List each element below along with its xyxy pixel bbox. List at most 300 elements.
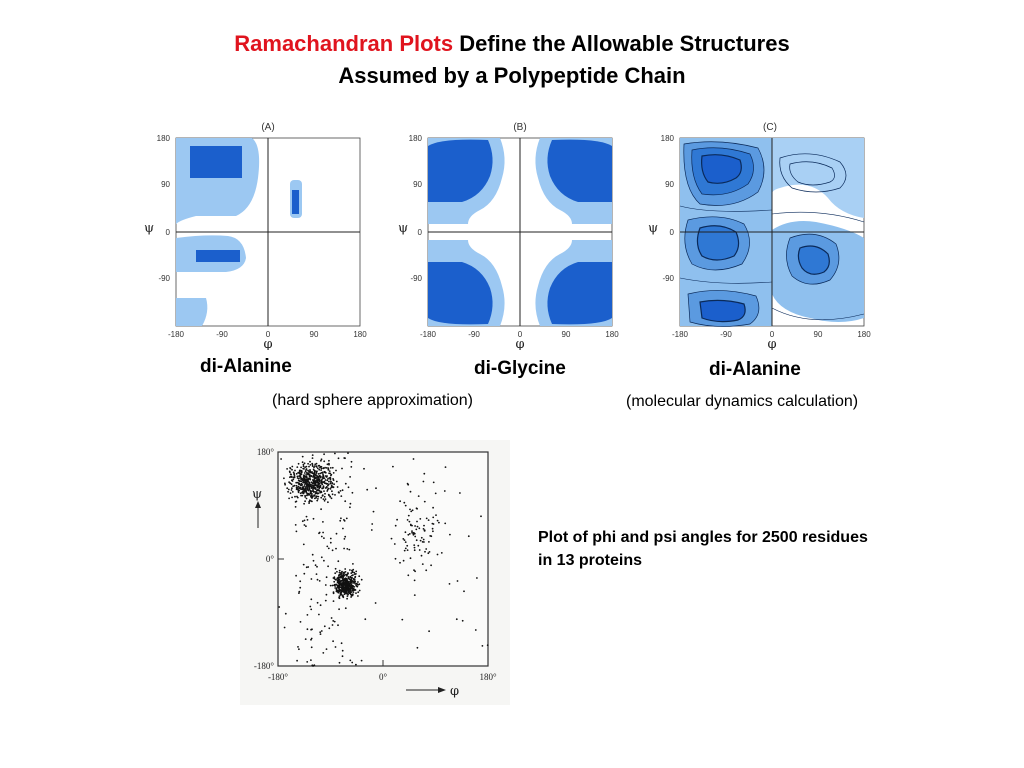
scatter-point — [339, 570, 341, 572]
scatter-point — [344, 538, 346, 540]
scatter-point — [321, 484, 323, 486]
scatter-point — [340, 577, 342, 579]
scatter-point — [330, 538, 332, 540]
scatter-point — [322, 652, 324, 654]
scatter-point — [348, 549, 350, 551]
scatter-point — [316, 573, 318, 575]
scatter-point — [290, 473, 292, 475]
scatter-point — [303, 564, 305, 566]
scatter-point — [342, 528, 344, 530]
scatter-point — [300, 487, 302, 489]
scatter-point — [338, 592, 340, 594]
scatter-point — [373, 511, 375, 513]
scatter-point — [310, 659, 312, 661]
y-tick: 180° — [256, 447, 274, 457]
scatter-point — [345, 483, 347, 485]
scatter-point — [303, 474, 305, 476]
scatter-point — [328, 463, 330, 465]
y-tick: -90 — [410, 274, 422, 283]
scatter-point — [313, 479, 315, 481]
scatter-point — [292, 478, 294, 480]
scatter-point — [433, 523, 435, 525]
scatter-point — [349, 569, 351, 571]
scatter-point — [313, 560, 315, 562]
scatter-point — [355, 664, 357, 666]
scatter-point — [307, 519, 309, 521]
scatter-point — [325, 584, 327, 586]
scatter-point — [344, 586, 346, 588]
scatter-point — [325, 498, 327, 500]
scatter-point — [409, 509, 411, 511]
x-tick: 0° — [378, 672, 388, 682]
scatter-point — [423, 525, 425, 527]
scatter-point — [319, 485, 321, 487]
scatter-point — [413, 458, 415, 460]
scatter-point — [332, 467, 334, 469]
scatter-point — [313, 466, 315, 468]
scatter-point — [306, 516, 308, 518]
scatter-point — [298, 475, 300, 477]
scatter-point — [357, 595, 359, 597]
scatter-point — [291, 466, 293, 468]
scatter-point — [285, 613, 287, 615]
scatter-point — [419, 549, 421, 551]
scatter-point — [425, 569, 427, 571]
scatter-point — [414, 570, 416, 572]
scatter-point — [353, 591, 355, 593]
scatter-point — [309, 483, 311, 485]
scatter-point — [288, 481, 290, 483]
scatter-point — [316, 475, 318, 477]
scatter-point — [331, 617, 333, 619]
scatter-point — [320, 460, 322, 462]
scatter-point — [338, 492, 340, 494]
scatter-point — [328, 460, 330, 462]
scatter-point — [342, 578, 344, 580]
scatter-point — [347, 584, 349, 586]
scatter-point — [304, 484, 306, 486]
scatter-point — [322, 521, 324, 523]
scatter-point — [329, 470, 331, 472]
scatter-point — [317, 579, 319, 581]
scatter-point — [338, 608, 340, 610]
scatter-point — [404, 550, 406, 552]
scatter-point — [294, 477, 296, 479]
scatter-point — [288, 498, 290, 500]
slide-title — [0, 28, 1024, 92]
scatter-point — [294, 485, 296, 487]
caption-b: di-Glycine — [474, 358, 566, 379]
scatter-point — [319, 475, 321, 477]
panel-tag: (C) — [763, 122, 777, 133]
scatter-point — [392, 466, 394, 468]
y-tick: -90 — [158, 274, 170, 283]
scatter-point — [341, 468, 343, 470]
scatter-point — [357, 581, 359, 583]
scatter-point — [323, 490, 325, 492]
caption-c: di-Alanine — [709, 359, 801, 380]
scatter-point — [302, 478, 304, 480]
scatter-point — [322, 532, 324, 534]
y-axis-label: ψ — [398, 221, 409, 236]
scatter-point — [300, 467, 302, 469]
scatter-point — [339, 520, 341, 522]
scatter-point — [348, 486, 350, 488]
y-tick: 0 — [669, 228, 674, 237]
scatter-point — [320, 508, 322, 510]
scatter-point — [321, 556, 323, 558]
scatter-point — [329, 477, 331, 479]
scatter-point — [441, 552, 443, 554]
scatter-point — [326, 648, 328, 650]
scatter-point — [306, 482, 308, 484]
scatter-point — [320, 604, 322, 606]
scatter-point — [344, 582, 346, 584]
scatter-point — [408, 515, 410, 517]
scatter-point — [330, 483, 332, 485]
scatter-point — [303, 573, 305, 575]
scatter-point — [297, 486, 299, 488]
scatter-point — [457, 580, 459, 582]
scatter-point — [317, 602, 319, 604]
scatter-point — [311, 484, 313, 486]
scatter-point — [347, 452, 349, 454]
scatter-point — [307, 463, 309, 465]
scatter-point — [468, 535, 470, 537]
scatter-point — [304, 500, 306, 502]
scatter-point — [296, 501, 298, 503]
scatter-point — [330, 481, 332, 483]
scatter-point — [313, 470, 315, 472]
scatter-point — [414, 547, 416, 549]
x-axis-label: φ — [515, 337, 525, 350]
scatter-point — [359, 590, 361, 592]
scatter-point — [318, 477, 320, 479]
scatter-point — [322, 487, 324, 489]
caption-a: di-Alanine — [200, 356, 292, 377]
scatter-point — [399, 500, 401, 502]
scatter-point — [407, 483, 409, 485]
scatter-point — [307, 628, 309, 630]
title-rest: Define the Allowable Structures — [459, 31, 790, 56]
scatter-point — [334, 572, 336, 574]
scatter-point — [301, 492, 303, 494]
ramachandran-plot-b — [384, 118, 624, 350]
scatter-point — [307, 493, 309, 495]
scatter-point — [355, 583, 357, 585]
scatter-point — [331, 482, 333, 484]
scatter-point — [421, 537, 423, 539]
scatter-point — [325, 600, 327, 602]
x-tick: -90 — [468, 330, 480, 339]
scatter-point — [319, 479, 321, 481]
scatter-point — [346, 590, 348, 592]
scatter-point — [325, 472, 327, 474]
scatter-point — [352, 563, 354, 565]
scatter-point — [324, 493, 326, 495]
scatter-point — [335, 548, 337, 550]
scatter-point — [306, 472, 308, 474]
scatter-point — [412, 509, 414, 511]
scatter-point — [316, 465, 318, 467]
scatter-point — [291, 469, 293, 471]
scatter-point — [350, 466, 352, 468]
scatter-point — [323, 467, 325, 469]
scatter-point — [306, 494, 308, 496]
scatter-point — [432, 530, 434, 532]
scatter-point — [314, 463, 316, 465]
scatter-point — [327, 565, 329, 567]
scatter-point — [312, 665, 314, 667]
scatter-point — [304, 524, 306, 526]
scatter-point — [340, 490, 342, 492]
scatter-point — [305, 638, 307, 640]
y-ticks — [409, 134, 423, 283]
scatter-point — [322, 472, 324, 474]
scatter-point — [312, 554, 314, 556]
scatter-point — [352, 569, 354, 571]
scatter-point — [296, 531, 298, 533]
scatter-point — [320, 469, 322, 471]
scatter-point — [344, 568, 346, 570]
scatter-point — [305, 486, 307, 488]
x-tick: 90 — [561, 330, 571, 339]
scatter-point — [463, 590, 465, 592]
scatter-point — [309, 484, 311, 486]
scatter-point — [428, 630, 430, 632]
scatter-point — [298, 592, 300, 594]
scatter-point — [287, 491, 289, 493]
scatter-point — [428, 541, 430, 543]
y-axis-label: ψ — [144, 221, 155, 236]
scatter-point — [307, 480, 309, 482]
scatter-point — [332, 620, 334, 622]
x-tick: 180 — [353, 330, 367, 339]
scatter-point — [482, 645, 484, 647]
ramachandran-plot-a — [136, 118, 376, 350]
title-highlight: Ramachandran Plots — [234, 31, 454, 56]
scatter-point — [345, 607, 347, 609]
scatter-point — [322, 494, 324, 496]
scatter-point — [309, 486, 311, 488]
scatter-point — [459, 492, 461, 494]
scatter-point — [317, 467, 319, 469]
x-tick: -180 — [167, 330, 185, 339]
scatter-point — [295, 506, 297, 508]
scatter-point — [324, 625, 326, 627]
scatter-point — [312, 482, 314, 484]
scatter-point — [290, 468, 292, 470]
scatter-point — [319, 631, 321, 633]
scatter-point — [456, 618, 458, 620]
scatter-point — [301, 472, 303, 474]
scatter-point — [364, 618, 366, 620]
scatter-point — [352, 589, 354, 591]
scatter-point — [410, 511, 412, 513]
x-tick: -180 — [419, 330, 437, 339]
scatter-point — [335, 568, 337, 570]
scatter-point — [304, 476, 306, 478]
scatter-point — [319, 580, 321, 582]
scatter-point — [291, 479, 293, 481]
scatter-point — [428, 519, 430, 521]
scatter-point — [462, 620, 464, 622]
scatter-point — [341, 642, 343, 644]
scatter-point — [417, 545, 419, 547]
scatter-point — [328, 481, 330, 483]
y-ticks — [661, 134, 675, 283]
scatter-point — [306, 488, 308, 490]
scatter-point — [335, 646, 337, 648]
scatter-point — [315, 491, 317, 493]
scatter-point — [307, 614, 309, 616]
y-tick: -90 — [662, 274, 674, 283]
scatter-point — [423, 539, 425, 541]
scatter-point — [375, 487, 377, 489]
x-tick: 90 — [813, 330, 823, 339]
scatter-point — [331, 485, 333, 487]
x-axis-label: φ — [767, 337, 777, 350]
scatter-point — [341, 591, 343, 593]
scatter-point — [430, 564, 432, 566]
scatter-point — [403, 560, 405, 562]
scatter-point — [336, 533, 338, 535]
scatter-point — [326, 546, 328, 548]
scatter-point — [280, 458, 282, 460]
scatter-point — [329, 496, 331, 498]
scatter-point — [430, 535, 432, 537]
scatter-point — [308, 490, 310, 492]
scatter-point — [438, 522, 440, 524]
scatter-point — [290, 476, 292, 478]
scatter-point — [334, 453, 336, 455]
scatter-point — [318, 483, 320, 485]
scatter-point — [322, 473, 324, 475]
scatter-point — [318, 469, 320, 471]
scatter-point — [432, 528, 434, 530]
scatter-point — [308, 466, 310, 468]
scatter-point — [314, 471, 316, 473]
scatter-point — [356, 586, 358, 588]
scatter-point — [352, 492, 354, 494]
scatter-point — [296, 473, 298, 475]
scatter-point — [333, 486, 335, 488]
scatter-point — [330, 467, 332, 469]
scatter-point — [363, 468, 365, 470]
scatter-point — [342, 595, 344, 597]
scatter-point — [305, 470, 307, 472]
scatter-point — [329, 473, 331, 475]
scatter-point — [333, 600, 335, 602]
x-tick: -180° — [267, 672, 289, 682]
scatter-point — [371, 529, 373, 531]
scatter-point — [321, 536, 323, 538]
scatter-point — [409, 521, 411, 523]
scatter-point — [407, 574, 409, 576]
scatter-point — [324, 477, 326, 479]
scatter-point — [422, 563, 424, 565]
scatter-point — [336, 571, 338, 573]
scatter-point — [417, 526, 419, 528]
scatter-point — [310, 639, 312, 641]
scatter-point — [338, 578, 340, 580]
scatter-point — [304, 472, 306, 474]
scatter-point — [349, 506, 351, 508]
scatter-point — [475, 629, 477, 631]
scatter-point — [417, 647, 419, 649]
scatter-point — [323, 471, 325, 473]
scatter-point — [310, 475, 312, 477]
scatter-point — [303, 466, 305, 468]
scatter-point — [297, 488, 299, 490]
scatter-point — [333, 483, 335, 485]
scatter-point — [349, 660, 351, 662]
scatter-point — [302, 461, 304, 463]
scatter-point — [423, 473, 425, 475]
scatter-point — [286, 468, 288, 470]
scatter-point — [318, 465, 320, 467]
scatter-point — [318, 532, 320, 534]
y-axis-label: ψ — [252, 487, 263, 502]
scatter-point — [348, 591, 350, 593]
scatter-point — [330, 585, 332, 587]
scatter-point — [315, 488, 317, 490]
scatter-point — [336, 481, 338, 483]
scatter-point — [351, 579, 353, 581]
scatter-point — [314, 485, 316, 487]
scatter-point — [311, 463, 313, 465]
scatter-point — [445, 466, 447, 468]
scatter-point — [318, 473, 320, 475]
scatter-point — [295, 575, 297, 577]
scatter-point — [338, 587, 340, 589]
scatter-point — [432, 517, 434, 519]
scatter-point — [416, 521, 418, 523]
scatter-point — [343, 457, 345, 459]
y-tick: 90 — [161, 180, 170, 189]
scatter-point — [437, 520, 439, 522]
scatter-point — [435, 493, 437, 495]
scatter-point — [290, 492, 292, 494]
scatter-point — [309, 494, 311, 496]
scatter-point — [413, 544, 415, 546]
scatter-point — [449, 583, 451, 585]
scatter-point — [332, 585, 334, 587]
scatter-point — [395, 525, 397, 527]
scatter-point — [391, 538, 393, 540]
x-tick: 180 — [605, 330, 619, 339]
x-tick: 0 — [265, 330, 271, 339]
scatter-point — [323, 498, 325, 500]
scatter-point — [333, 591, 335, 593]
scatter-point — [284, 483, 286, 485]
scatter-point — [319, 473, 321, 475]
scatter-point — [317, 496, 319, 498]
scatter-point — [334, 578, 336, 580]
scatter-point — [354, 577, 356, 579]
scatter-point — [298, 648, 300, 650]
scatter-point — [332, 624, 334, 626]
scatter-point — [435, 514, 437, 516]
scatter-point — [320, 497, 322, 499]
scatter-point — [324, 500, 326, 502]
y-tick: -180° — [253, 661, 274, 671]
scatter-point — [306, 466, 308, 468]
scatter-point — [313, 475, 315, 477]
scatter-point — [409, 533, 411, 535]
scatter-point — [296, 496, 298, 498]
scatter-point — [343, 578, 345, 580]
